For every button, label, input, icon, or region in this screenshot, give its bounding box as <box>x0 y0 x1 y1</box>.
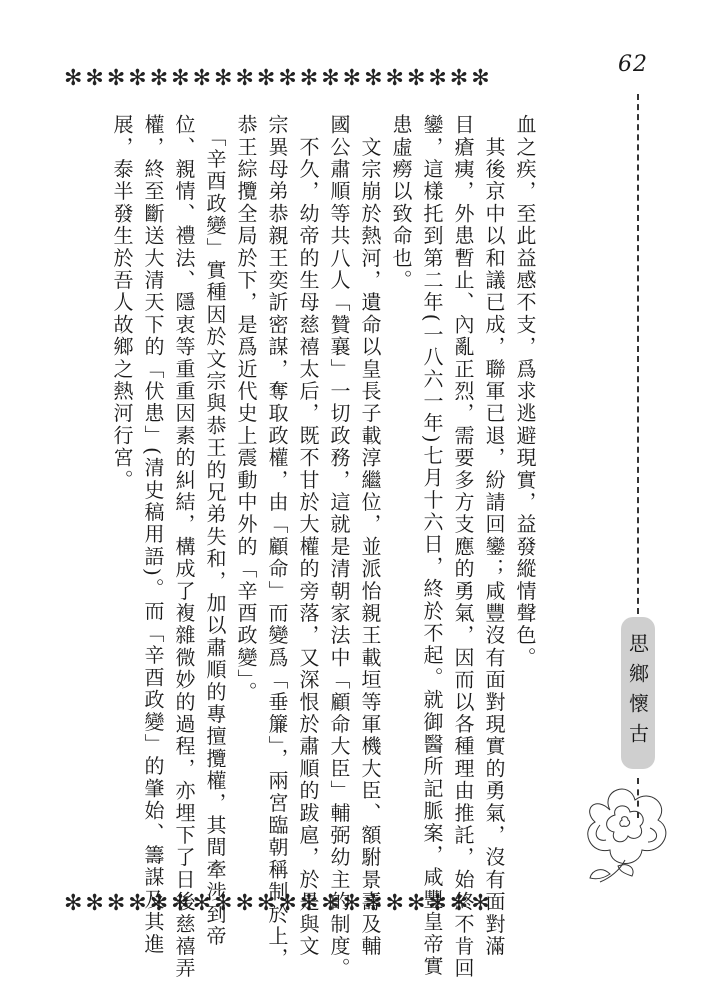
body-text <box>110 114 540 980</box>
text-column: 不久，幼帝的生母慈禧太后，既不甘於大權的旁落，又深恨於肅順的跋扈，於是與文 <box>296 114 320 958</box>
page-number: 62 <box>618 52 648 77</box>
text-column: 血之疾，至此益感不支，爲求逃避現實，益發縱情聲色。 <box>513 114 537 669</box>
text-column: 展，泰半發生於吾人故鄉之熱河行宮。 <box>110 114 134 492</box>
text-column: 患虛癆以致命也。 <box>389 114 413 292</box>
text-column: 「辛酉政變」實種因於文宗與恭王的兄弟失和，加以肅順的專擅攬權，其間牽涉到帝 <box>203 114 227 948</box>
text-column: 位、親情、禮法、隱衷等重重因素的糾結，構成了複雜微妙的過程，亦埋下了日後慈禧弄 <box>172 114 196 980</box>
text-column: 宗異母弟恭親王奕訢密謀，奪取政權，由「顧命」而變爲「垂簾」，兩宮臨朝稱制於上， <box>265 114 289 970</box>
text-column: 國公肅順等共八人「贊襄」一切政務，這就是清朝家法中「顧命大臣」輔弼幼主的制度。 <box>327 114 351 980</box>
text-column: 其後京中以和議已成，聯軍已退，紛請回鑾；咸豐沒有面對現實的勇氣，沒有面對滿 <box>482 114 506 958</box>
text-column: 權，終至斷送大清天下的「伏患」(清史稿用語)。而「辛酉政變」的肇始、籌謀及其進 <box>141 114 165 956</box>
side-dashed-line <box>637 94 639 614</box>
text-column: 文宗崩於熱河，遺命以皇長子載淳繼位，並派怡親王載垣等軍機大臣、額駙景壽及輔 <box>358 114 382 958</box>
top-ornament-border: ✻✻✻✻✻✻✻✻✻✻✻✻✻✻✻✻✻✻✻✻ <box>64 66 493 91</box>
text-column: 恭王綜攬全局於下，是爲近代史上震動中外的「辛酉政變」。 <box>234 114 258 704</box>
text-column: 鑾，這樣托到第二年(一八六一年)七月十六日，終於不起。就御醫所記脈案，咸豐皇帝實 <box>420 114 444 978</box>
text-column: 目瘡痍，外患暫止、內亂正烈，需要多方支應的勇氣，因而以各種理由推託，始終不肯回 <box>451 114 475 980</box>
peony-flower-icon <box>570 770 680 890</box>
chapter-side-tab: 思鄉懷古 <box>621 617 655 769</box>
bottom-ornament-border: ✻✻✻✻✻✻✻✻✻✻✻✻✻✻✻✻✻✻✻✻ <box>64 891 493 916</box>
